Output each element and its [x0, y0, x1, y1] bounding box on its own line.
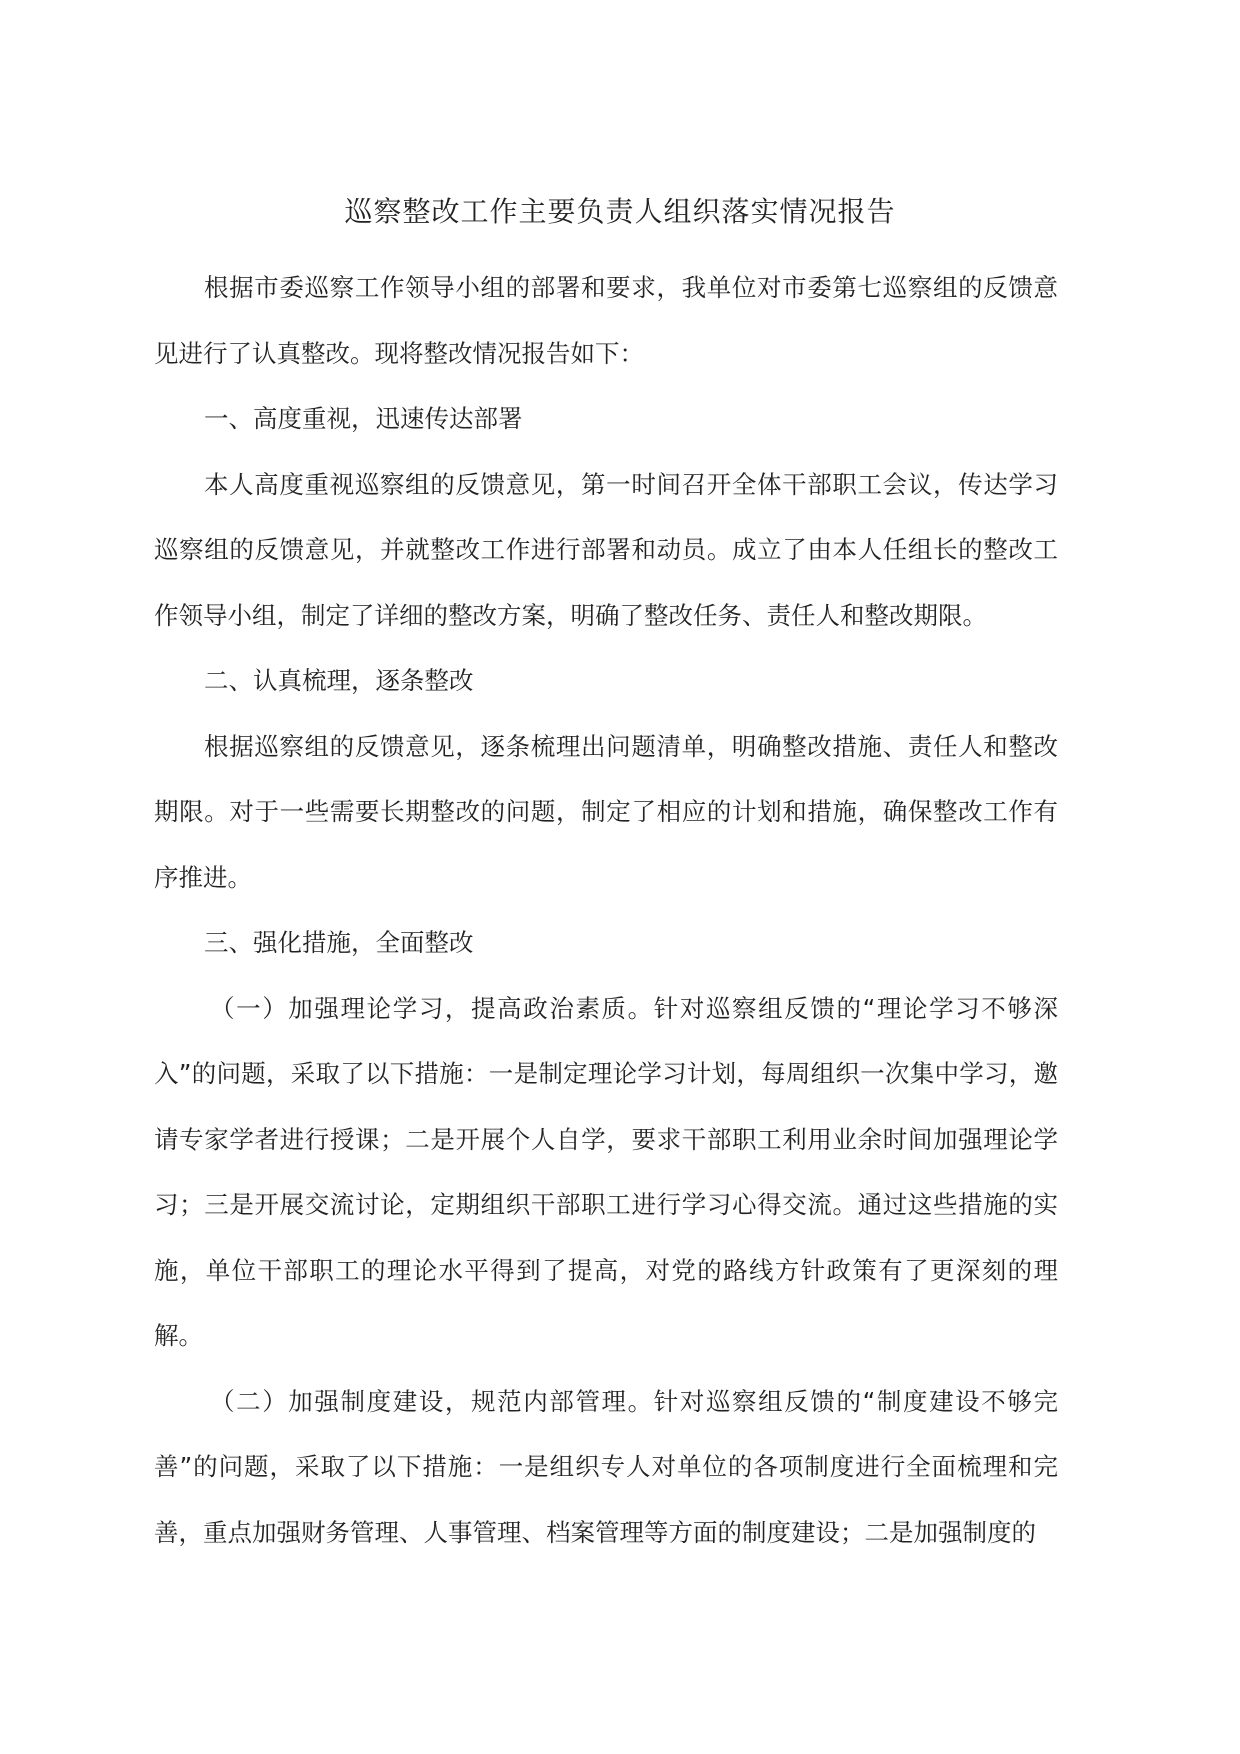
paragraph-section-2: 根据巡察组的反馈意见，逐条梳理出问题清单，明确整改措施、责任人和整改期限。对于一些需要长期整改的问题，制定了相应的计划和措施，确保整改工作有序推进。	[154, 731, 1058, 892]
paragraph-section-3-item-1: （一）加强理论学习，提高政治素质。针对巡察组反馈的“理论学习不够深入”的问题，采取了以下措施：一是制定理论学习计划，每周组织一次集中学习，邀请专家学者进行授课；二是开展个人自学，要求干部职工利用业余时间加强理论学习；三是开展交流讨论，定期组织干部职工进行学习心得交流。通过这些措施的实施，单位干部职工的理论水平得到了提高，对党的路线方针政策有了更深刻的理解。	[154, 993, 1058, 1350]
document-title: 巡察整改工作主要负责人组织落实情况报告	[344, 195, 896, 228]
document-body	[154, 255, 1058, 1565]
paragraph-intro: 根据市委巡察工作领导小组的部署和要求，我单位对市委第七巡察组的反馈意见进行了认真整改。现将整改情况报告如下：	[154, 273, 1058, 368]
heading-section-3: 三、强化措施，全面整改	[204, 928, 474, 957]
paragraph-section-1: 本人高度重视巡察组的反馈意见，第一时间召开全体干部职工会议，传达学习巡察组的反馈意见，并就整改工作进行部署和动员。成立了由本人任组长的整改工作领导小组，制定了详细的整改方案，明确了整改任务、责任人和整改期限。	[154, 469, 1058, 630]
paragraph-section-3-item-2: （二）加强制度建设，规范内部管理。针对巡察组反馈的“制度建设不够完善”的问题，采取了以下措施：一是组织专人对单位的各项制度进行全面梳理和完善，重点加强财务管理、人事管理、档案管理等方面的制度建设；二是加强制度的	[154, 1386, 1058, 1547]
heading-section-2: 二、认真梳理，逐条整改	[204, 666, 474, 695]
heading-section-1: 一、高度重视，迅速传达部署	[204, 404, 523, 433]
